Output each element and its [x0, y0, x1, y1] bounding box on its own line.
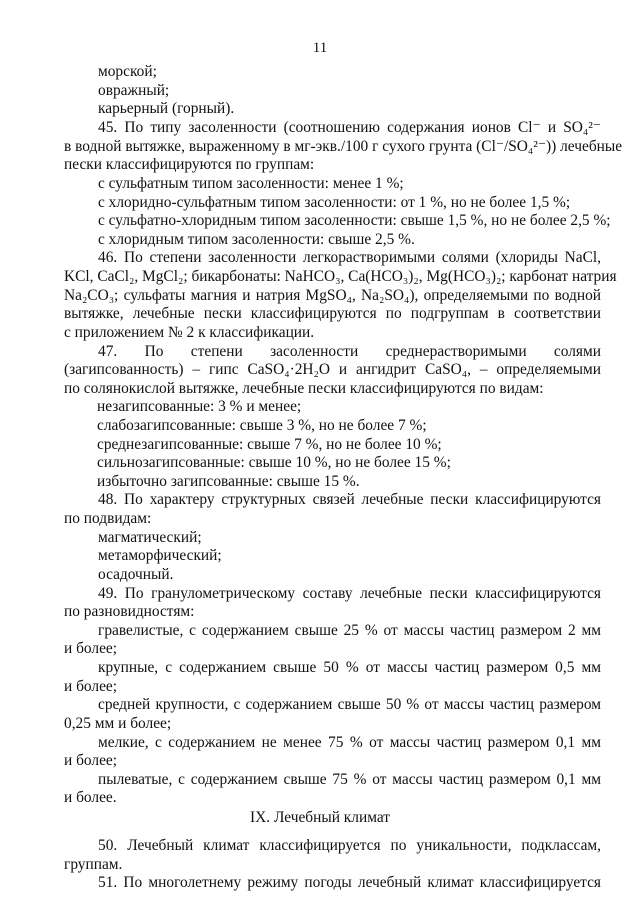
list-item: избыточно загипсованные: свыше 15 %. — [97, 473, 360, 490]
paragraph-line: 45. По типу засоленности (соотношению содержания ионов Cl⁻ и SO₄²⁻ — [98, 119, 601, 136]
paragraph-line: Na₂CO₃; сульфаты магния и натрия MgSO₄, Na₂SO₄), определяемыми по водной — [64, 287, 601, 304]
list-item: карьерный (горный). — [98, 100, 235, 117]
list-item: 0,25 мм и более; — [64, 715, 172, 732]
paragraph-line: 47. По степени засоленности среднерастворимыми солями — [98, 343, 601, 360]
list-item: с сульфатным типом засоленности: менее 1 %; — [98, 175, 404, 192]
paragraph-line: в водной вытяжке, выраженному в мг-экв./100 г сухого грунта (Cl⁻/SO₄²⁻)) лечебные — [64, 138, 623, 155]
paragraph-line: вытяжке, лечебные пески классифицируются по подгруппам в соответствии — [64, 305, 601, 322]
paragraph-line: 46. По степени засоленности легкорастворимыми солями (хлориды NaCl, — [98, 249, 601, 266]
paragraph-line: 48. По характеру структурных связей лечебные пески классифицируются — [98, 491, 601, 508]
page-number: 11 — [312, 40, 328, 56]
section-heading: IX. Лечебный климат — [250, 809, 390, 826]
list-item: морской; — [98, 63, 157, 80]
paragraph-line: по солянокислой вытяжке, лечебные пески классифицируются по видам: — [64, 380, 544, 397]
paragraph-line: 50. Лечебный климат классифицируется по уникальности, подклассам, — [98, 837, 601, 854]
paragraph-line: пески классифицируются по группам: — [64, 156, 315, 173]
list-item: крупные, с содержанием свыше 50 % от массы частиц размером 0,5 мм — [98, 659, 601, 676]
paragraph-line: по подвидам: — [64, 510, 152, 527]
list-item: осадочный. — [98, 566, 174, 583]
list-item: с хлоридным типом засоленности: свыше 2,5 %. — [98, 231, 415, 248]
list-item: гравелистые, с содержанием свыше 25 % от массы частиц размером 2 мм — [98, 622, 601, 639]
list-item: пылеватые, с содержанием свыше 75 % от массы частиц размером 0,1 мм — [98, 771, 601, 788]
list-item: мелкие, с содержанием не менее 75 % от массы частиц размером 0,1 мм — [98, 734, 601, 751]
paragraph-line: группам. — [64, 856, 123, 873]
list-item: магматический; — [98, 529, 202, 546]
list-item: и более; — [64, 678, 118, 695]
paragraph-line: по разновидностям: — [64, 603, 195, 620]
list-item: и более; — [64, 640, 118, 657]
paragraph-line: 49. По гранулометрическому составу лечебные пески классифицируются — [98, 585, 601, 602]
list-item: сильнозагипсованные: свыше 10 %, но не более 15 %; — [97, 454, 451, 471]
list-item: средней крупности, с содержанием свыше 50 % от массы частиц размером — [98, 696, 601, 713]
paragraph-line: KCl, CaCl₂, MgCl₂; бикарбонаты: NaHCO₃, Ca(HCO₃)₂, Mg(HCO₃)₂; карбонат натрия — [64, 268, 617, 285]
list-item: метаморфический; — [98, 547, 222, 564]
list-item: слабозагипсованные: свыше 3 %, но не более 7 %; — [97, 417, 427, 434]
list-item: с сульфатно-хлоридным типом засоленности: свыше 1,5 %, но не более 2,5 %; — [98, 212, 611, 229]
list-item: незагипсованные: 3 % и менее; — [97, 398, 302, 415]
list-item: овражный; — [98, 82, 170, 99]
paragraph-line: (загипсованность) – гипс CaSO₄·2H₂O и ангидрит CaSO₄, – определяемыми — [64, 361, 601, 378]
list-item: среднезагипсованные: свыше 7 %, но не более 10 %; — [97, 436, 442, 453]
list-item: и более. — [64, 789, 117, 806]
list-item: с хлоридно-сульфатным типом засоленности: от 1 %, но не более 1,5 %; — [98, 194, 571, 211]
paragraph-line: с приложением № 2 к классификации. — [64, 324, 315, 341]
paragraph-line: 51. По многолетнему режиму погоды лечебный климат классифицируется — [98, 874, 601, 891]
list-item: и более; — [64, 752, 118, 769]
